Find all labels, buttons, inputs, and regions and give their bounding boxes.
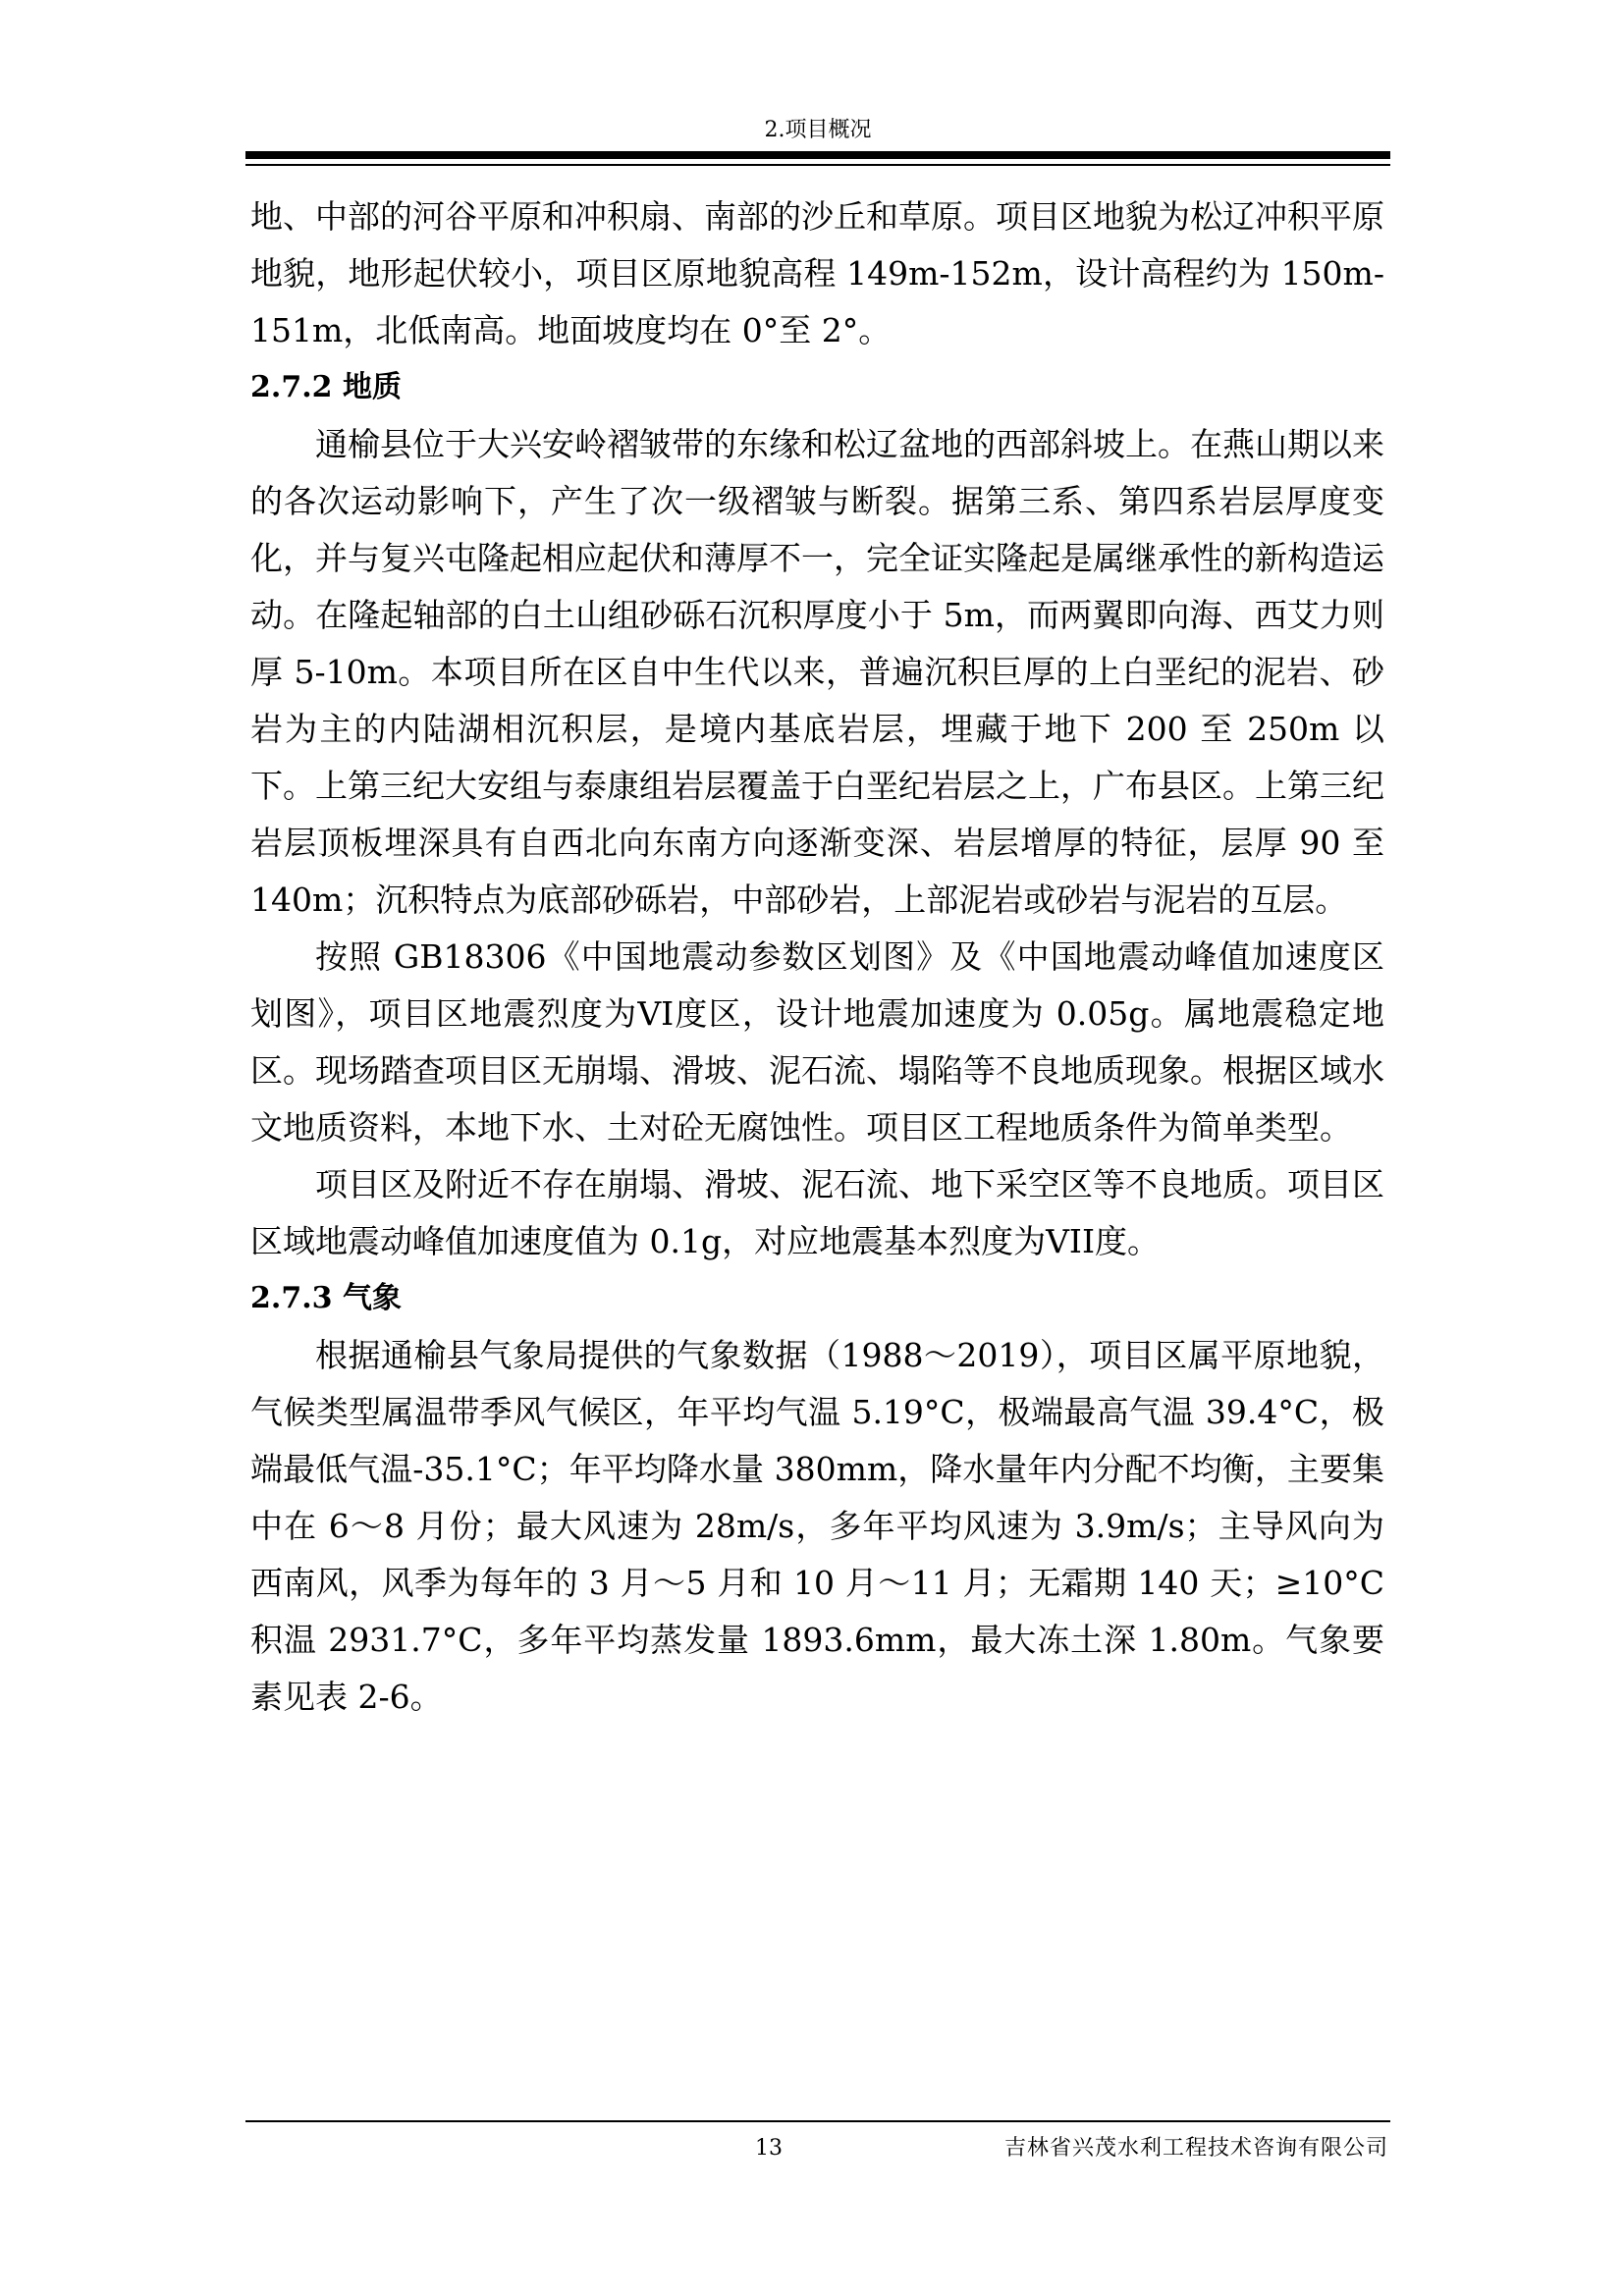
paragraph-geology-structure: 通榆县位于大兴安岭褶皱带的东缘和松辽盆地的西部斜坡上。在燕山期以来的各次运动影响下，产生了次一级褶皱与断裂。据第三系、第四系岩层厚度变化，并与复兴屯隆起相应起伏和薄厚不一，完全证实隆起是属继承性的新构造运动。在隆起轴部的白土山组砂砾石沉积厚度小于 5m，而两翼即向海、西艾力则厚 5-10m。本项目所在区自中生代以来，普遍沉积巨厚的上白垩纪的泥岩、砂岩为主的内陆湖相沉积层，是境内基底岩层，埋藏于地下 200 至 250m 以下。上第三纪大安组与泰康组岩层覆盖于白垩纪岩层之上，广布县区。上第三纪岩层顶板埋深具有自西北向东南方向逐渐变深、岩层增厚的特征，层厚 90 至 140m；沉积特点为底部砂砾岩，中部砂岩，上部泥岩或砂岩与泥岩的互层。 [250,425,1384,919]
paragraph-landform: 地、中部的河谷平原和冲积扇、南部的沙丘和草原。项目区地貌为松辽冲积平原地貌，地形起伏较小，项目区原地貌高程 149m-152m，设计高程约为 150m-151m，北低南高。地面坡度均在 0°至 2°。 [250,197,1384,349]
paragraph-climate: 根据通榆县气象局提供的气象数据（1988～2019），项目区属平原地貌，气候类型属温带季风气候区，年平均气温 5.19°C，极端最高气温 39.4°C，极端最低气温-35.1°C；年平均降水量 380mm，降水量年内分配不均衡，主要集中在 6～8 月份；最大风速为 28m/s，多年平均风速为 3.9m/s；主导风向为西南风，风季为每年的 3 月～5 月和 10 月～11 月；无霜期 140 天；≥10°C积温 2931.7°C，多年平均蒸发量 1893.6mm，最大冻土深 1.80m。气象要素见表 2-6。 [250,1336,1384,1716]
paragraph-seismic-zoning: 按照 GB18306《中国地震动参数区划图》及《中国地震动峰值加速度区划图》，项目区地震烈度为VI度区，设计地震加速度为 0.05g。属地震稳定地区。现场踏查项目区无崩塌、滑坡、泥石流、塌陷等不良地质现象。根据区域水文地质资料，本地下水、土对砼无腐蚀性。项目区工程地质条件为简单类型。 [250,937,1384,1147]
section-heading-geology: 2.7.2 地质 [250,370,402,404]
header-rule-thin [245,164,1390,166]
section-heading-climate: 2.7.3 气象 [250,1281,402,1315]
footer-rule [245,2120,1390,2122]
company-name: 吉林省兴茂水利工程技术咨询有限公司 [1003,2136,1388,2161]
page-number: 13 [755,2136,783,2161]
page-content [250,188,1384,1726]
header-rule-thick [245,151,1390,159]
running-header: 2.项目概况 [764,118,872,142]
paragraph-adverse-geology: 项目区及附近不存在崩塌、滑坡、泥石流、地下采空区等不良地质。项目区区域地震动峰值加速度值为 0.1g，对应地震基本烈度为VII度。 [250,1165,1384,1260]
